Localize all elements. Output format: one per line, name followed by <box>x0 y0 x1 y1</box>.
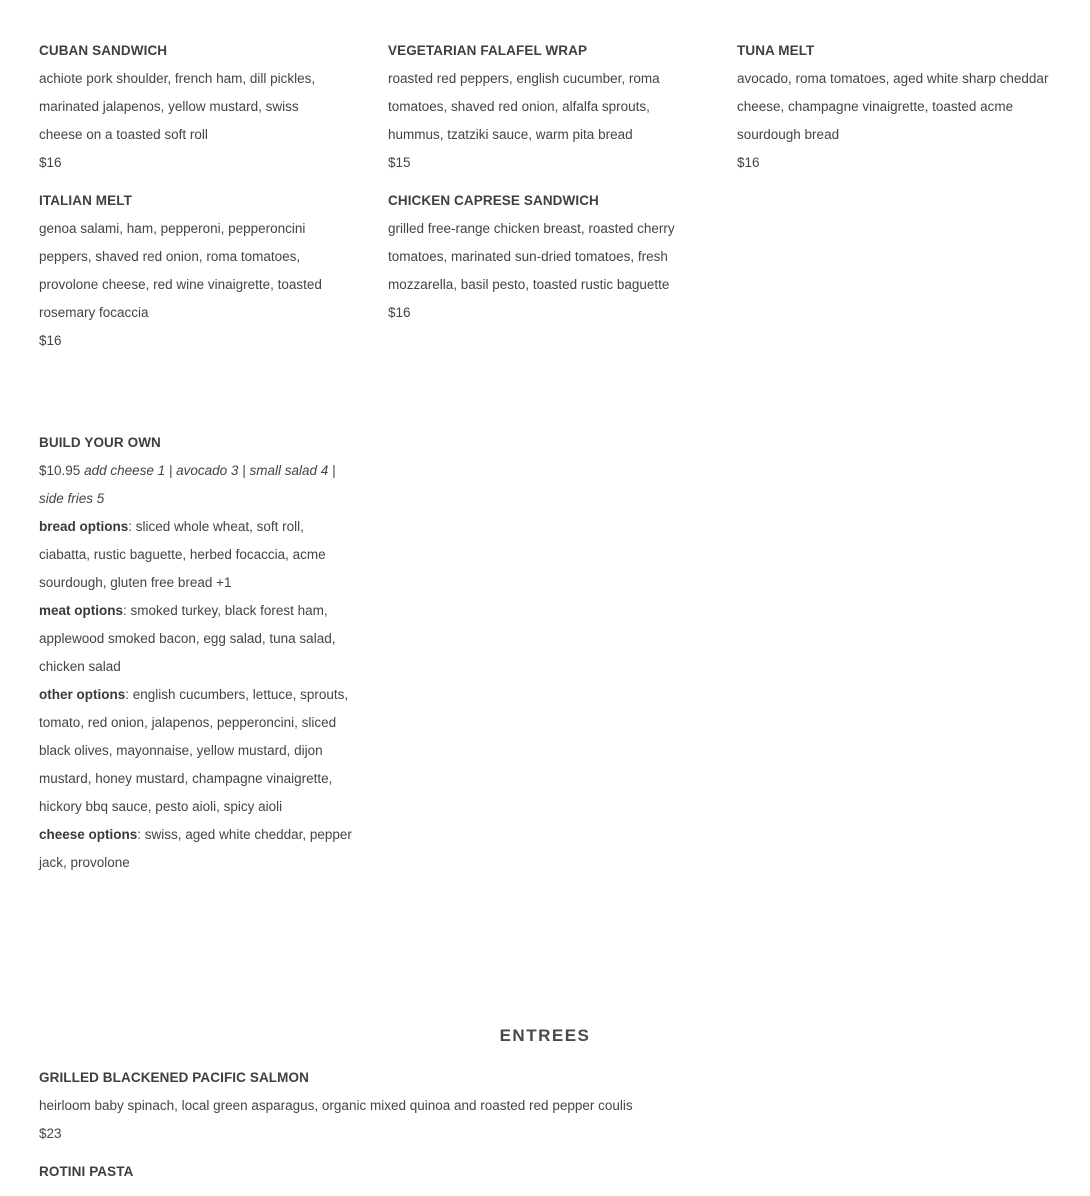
option-label: other options <box>39 687 126 702</box>
option-label: cheese options <box>39 827 138 842</box>
entrees-list <box>39 1068 1039 1196</box>
addons-text: add cheese 1 | avocado 3 | small salad 4 | side fries 5 <box>39 463 336 506</box>
option-text: : english cucumbers, lettuce, sprouts, tomato, red onion, jalapenos, pepperoncini, sliced black olives, mayonnaise, yellow mustard, dijon mustard, honey mustard, champagne vinaigrette, hickory bbq sauce, pesto aioli, spicy aioli <box>39 687 349 814</box>
sandwich-row-2 <box>39 191 1051 369</box>
option-other <box>39 681 354 821</box>
item-description: avocado, roma tomatoes, aged white sharp cheddar cheese, champagne vinaigrette, toasted acme sourdough bread <box>737 71 1049 142</box>
option-text: : swiss, aged white cheddar, pepper jack, provolone <box>39 827 352 870</box>
item-name: CUBAN SANDWICH <box>39 43 168 58</box>
item-name: TUNA MELT <box>737 43 815 58</box>
item-description: grilled free-range chicken breast, roasted cherry tomatoes, marinated sun-dried tomatoes, fresh mozzarella, basil pesto, toasted rustic baguette <box>388 221 675 292</box>
menu-item <box>39 41 388 191</box>
item-price: $15 <box>388 155 411 170</box>
item-price: $23 <box>39 1126 62 1141</box>
menu-item <box>388 41 737 191</box>
item-name: ITALIAN MELT <box>39 193 132 208</box>
option-label: bread options <box>39 519 129 534</box>
sandwich-grid <box>39 41 1051 369</box>
menu-item <box>39 191 388 369</box>
item-description: roasted red peppers, english cucumber, roma tomatoes, shaved red onion, alfalfa sprouts, hummus, tzatziki sauce, warm pita bread <box>388 71 660 142</box>
section-title-entrees: ENTREES <box>499 1026 591 1045</box>
item-name: GRILLED BLACKENED PACIFIC SALMON <box>39 1070 309 1085</box>
option-text: : sliced whole wheat, soft roll, ciabatta, rustic baguette, herbed focaccia, acme sourdough, gluten free bread +1 <box>39 519 326 590</box>
item-price: $16 <box>39 155 62 170</box>
option-label: meat options <box>39 603 124 618</box>
option-text: : smoked turkey, black forest ham, applewood smoked bacon, egg salad, tuna salad, chicken salad <box>39 603 336 674</box>
item-description: achiote pork shoulder, french ham, dill pickles, marinated jalapenos, yellow mustard, swiss cheese on a toasted soft roll <box>39 71 316 142</box>
item-price: $16 <box>737 155 760 170</box>
option-meat <box>39 597 354 681</box>
item-price: $16 <box>39 333 62 348</box>
option-bread <box>39 513 354 597</box>
item-name: CHICKEN CAPRESE SANDWICH <box>388 193 599 208</box>
menu-item <box>388 191 737 341</box>
item-description: genoa salami, ham, pepperoni, pepperoncini peppers, shaved red onion, roma tomatoes, provolone cheese, red wine vinaigrette, toasted rosemary focaccia <box>39 221 322 320</box>
menu-item <box>737 41 1051 191</box>
item-price: $16 <box>388 305 411 320</box>
build-your-own-pricing <box>39 457 354 513</box>
build-your-own <box>39 433 354 877</box>
option-cheese <box>39 821 354 877</box>
item-name: BUILD YOUR OWN <box>39 435 161 450</box>
item-price: $10.95 <box>39 463 81 478</box>
item-description: heirloom baby spinach, local green asparagus, organic mixed quinoa and roasted red pepper coulis <box>39 1098 633 1113</box>
item-name: ROTINI PASTA <box>39 1164 134 1179</box>
sandwich-row-1 <box>39 41 1051 191</box>
menu-item <box>39 1162 1039 1182</box>
item-name: VEGETARIAN FALAFEL WRAP <box>388 43 588 58</box>
menu-item <box>39 1068 1039 1148</box>
